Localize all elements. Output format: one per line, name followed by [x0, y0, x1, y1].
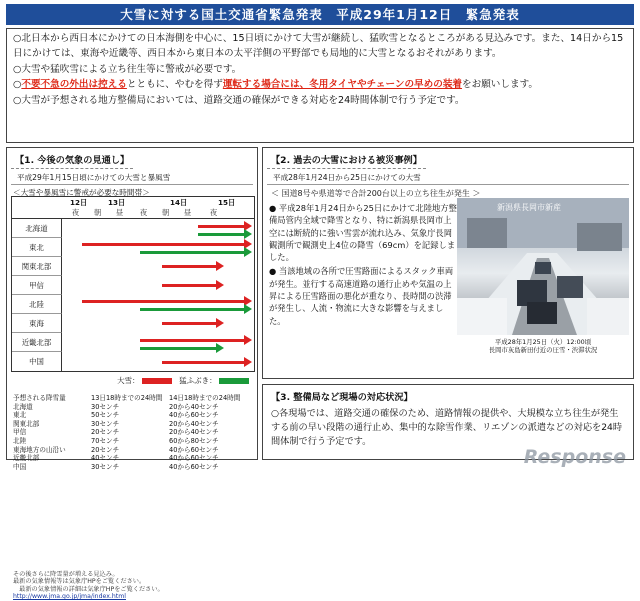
photo-caption-desc: 長岡市灰島新田付近の圧雪・渋滞状況: [488, 346, 598, 354]
emergency-notice-box: [6, 28, 634, 143]
day-label: 14日: [170, 198, 188, 207]
response-heading: 【3. 整備局など現場の対応状況】: [271, 392, 413, 403]
day-label: 12日: [70, 198, 88, 207]
forecast-heading: 【1. 今後の気象の見通し】: [11, 150, 133, 169]
snowfall-row: [13, 463, 257, 472]
snowfall-row: [13, 420, 257, 429]
time-label: 朝: [94, 208, 102, 217]
watermark-logo: Response: [523, 446, 626, 468]
day-label: 13日: [108, 198, 126, 207]
snowfall-value: 40から60センチ: [169, 411, 219, 420]
past-case-heading: 【2. 過去の大雪における被災事例】: [267, 150, 426, 169]
snowfall-value: 20から40センチ: [169, 402, 219, 411]
snowfall-value: 70センチ: [91, 436, 120, 445]
snowfall-value: 20から40センチ: [169, 419, 219, 428]
blizzard-arrow: [140, 345, 224, 352]
notice-line-4: ○大雪が予想される地方整備局においては、道路交通の確保ができる対応を24時間体制で行う予定です。: [13, 94, 465, 106]
time-label: 昼: [116, 208, 124, 217]
snowfall-region: 北海道: [13, 402, 33, 411]
timeline-legend: [11, 375, 255, 386]
snowfall-value: 20センチ: [91, 445, 120, 454]
warning-timeline-table: [11, 196, 255, 372]
page-title: 大雪に対する国土交通省緊急発表 平成29年1月12日 緊急発表: [6, 4, 634, 25]
snowfall-value: 30センチ: [91, 402, 120, 411]
jma-link[interactable]: http://www.jma.go.jp/jma/index.html: [13, 593, 126, 601]
legend-blizzard-swatch: [219, 378, 249, 384]
forecast-notes: [13, 571, 257, 601]
region-label: 北海道: [12, 219, 62, 238]
heavy-snow-arrow: [82, 298, 252, 305]
snowfall-header: 13日18時までの24時間: [91, 394, 163, 402]
snowfall-value: 30センチ: [91, 462, 120, 471]
snowfall-forecast-table: [13, 394, 257, 471]
past-case-caption-title: ＜ 国道8号や県道等で合計200台以上の立ち往生が発生 ＞: [271, 189, 481, 198]
region-label: 北陸: [12, 295, 62, 314]
region-label: 中国: [12, 352, 62, 371]
heavy-snow-arrow: [162, 320, 224, 327]
heavy-snow-arrow: [82, 241, 252, 248]
snowfall-value: 30センチ: [91, 419, 120, 428]
notice-mid: とともに、やむを得ず: [126, 79, 223, 91]
past-case-bullet-2: ● 当該地域の各所で圧雪路面によるスタック車両が発生。並行する高速道路の通行止めや気温の上昇による圧雪路面の悪化が重なり、長時間の渋滞が発生し、人流・物流に大きな影響を与えました。: [269, 266, 454, 326]
snowfall-value: 40から60センチ: [169, 445, 219, 454]
time-label: 夜: [210, 208, 218, 217]
snowfall-row: [13, 446, 257, 455]
heavy-snow-arrow: [162, 282, 224, 289]
snowfall-value: 20センチ: [91, 428, 120, 437]
snowfall-header: 予想される降雪量: [13, 394, 66, 402]
snowfall-region: 関東北部: [13, 419, 40, 428]
notice-line-2: ○大雪や猛吹雪による立ち往生等に警戒が必要です。: [13, 63, 242, 75]
snowfall-value: 20から40センチ: [169, 428, 219, 437]
snowfall-region: 東海地方の山沿い: [13, 445, 66, 454]
time-label: 夜: [140, 208, 148, 217]
note-line: 最新の気象情報等は気象庁HPをご覧ください。: [13, 578, 146, 586]
snowfall-row: [13, 454, 257, 463]
notice-red-1: 不要不急の外出は控える: [21, 79, 127, 91]
past-case-bullet-1: ● 平成28年1月24日から25日にかけて北陸地方整備局管内全域で降雪となり、特に新潟県長岡市上空には断続的に強い雪雲が流れ込み、気象庁長岡観測所で観測史上4位の降雪（69cm）を記録しました。: [269, 203, 457, 263]
heavy-snow-arrow: [140, 337, 252, 344]
snowfall-header: 14日18時までの24時間: [169, 394, 241, 402]
photo-caption: [457, 338, 629, 354]
snowfall-region: 甲信: [13, 428, 27, 437]
heavy-snow-arrow: [162, 263, 224, 270]
note-line: その後さらに降雪量が増える見込み。: [13, 571, 119, 578]
blizzard-arrow: [198, 231, 252, 238]
snowfall-region: 近畿北部: [13, 454, 40, 463]
time-label: 夜: [72, 208, 80, 217]
region-label: 関東北部: [12, 257, 62, 276]
photo-caption-date: 平成28年1月25日（火）12:00頃: [494, 338, 592, 346]
forecast-table-title: ＜大雪や暴風雪に警戒が必要な時間帯＞: [13, 188, 150, 197]
snowfall-row: [13, 428, 257, 437]
past-case-panel: [262, 147, 634, 379]
snowfall-value: 60から80センチ: [169, 436, 219, 445]
snowfall-value: 40から60センチ: [169, 462, 219, 471]
blizzard-arrow: [140, 249, 252, 256]
snowfall-region: 北陸: [13, 436, 27, 445]
legend-heavy-snow-label: 大雪：: [117, 376, 140, 385]
snowfall-row: [13, 403, 257, 412]
past-case-text: 当該地域の各所で圧雪路面によるスタック車両が発生。並行する高速道路の通行止めや気温の上昇による圧雪路面の悪化が重なり、長時間の渋滞が発生し、人流・物流に大きな影響を与えました。: [269, 266, 454, 326]
region-label: 甲信: [12, 276, 62, 295]
legend-blizzard-label: 猛ふぶき：: [179, 376, 217, 385]
snowfall-region: 中国: [13, 462, 27, 471]
notice-line-3: ○不要不急の外出は控えるとともに、やむを得ず運転する場合には、冬用タイヤやチェーンの早めの装着をお願いします。: [13, 79, 538, 91]
snowfall-header-row: [13, 394, 257, 403]
forecast-subtitle: 平成29年1月15日頃にかけての大雪と暴風雪: [11, 171, 253, 185]
snowfall-region: 東北: [13, 411, 27, 420]
day-label: 15日: [218, 198, 236, 207]
past-case-subtitle: 平成28年1月24日から25日にかけての大雪: [267, 171, 629, 185]
snowfall-value: 40センチ: [91, 454, 120, 463]
past-case-description: [269, 202, 457, 327]
timeline-header: [12, 197, 254, 219]
snow-traffic-photo: [457, 198, 629, 335]
heavy-snow-arrow: [162, 359, 252, 366]
notice-red-2: 運転する場合には、冬用タイヤやチェーンの早めの装着: [222, 79, 463, 91]
snowfall-row: [13, 411, 257, 420]
past-case-text: 平成28年1月24日から25日にかけて北陸地方整備局管内全域で降雪となり、特に新潟県長岡市上空には断続的に強い雪雲が流れ込み、気象庁長岡観測所で観測史上4位の降雪（69cm）を記録しました。: [269, 203, 457, 263]
region-label: 近畿北部: [12, 333, 62, 352]
note-line: 最新の気象情報の詳細は気象庁HPをご覧ください。: [13, 585, 164, 593]
notice-line-1: ○北日本から西日本にかけての日本海側を中心に、15日頃にかけて大雪が継続し、猛吹雪となるところがある見込みです。また、14日から15日にかけては、東海や近畿等、西日本から東日本の太平洋側の平野部でも局地的に大雪となるおそれがあります。: [13, 33, 624, 60]
snowfall-value: 40から60センチ: [169, 454, 219, 463]
blizzard-arrow: [140, 306, 252, 313]
response-text: ○各現場では、道路交通の確保のため、道路情報の提供や、大規模な立ち往生が発生する前の早い段階の通行止め、集中的な除雪作業、リエゾンの派遣などの対応を24時間体制で行う予定です。: [271, 408, 623, 447]
forecast-panel: [6, 147, 258, 601]
time-label: 昼: [184, 208, 192, 217]
snowfall-row: [13, 437, 257, 446]
photo-location-label: 新潟県長岡市新産: [497, 203, 561, 212]
snow-road-illustration: [457, 198, 629, 335]
legend-heavy-snow-swatch: [142, 378, 172, 384]
time-label: 朝: [162, 208, 170, 217]
region-label: 東北: [12, 238, 62, 257]
notice-end: をお願いします。: [462, 79, 538, 91]
snowfall-value: 50センチ: [91, 411, 120, 420]
region-label: 東海: [12, 314, 62, 333]
